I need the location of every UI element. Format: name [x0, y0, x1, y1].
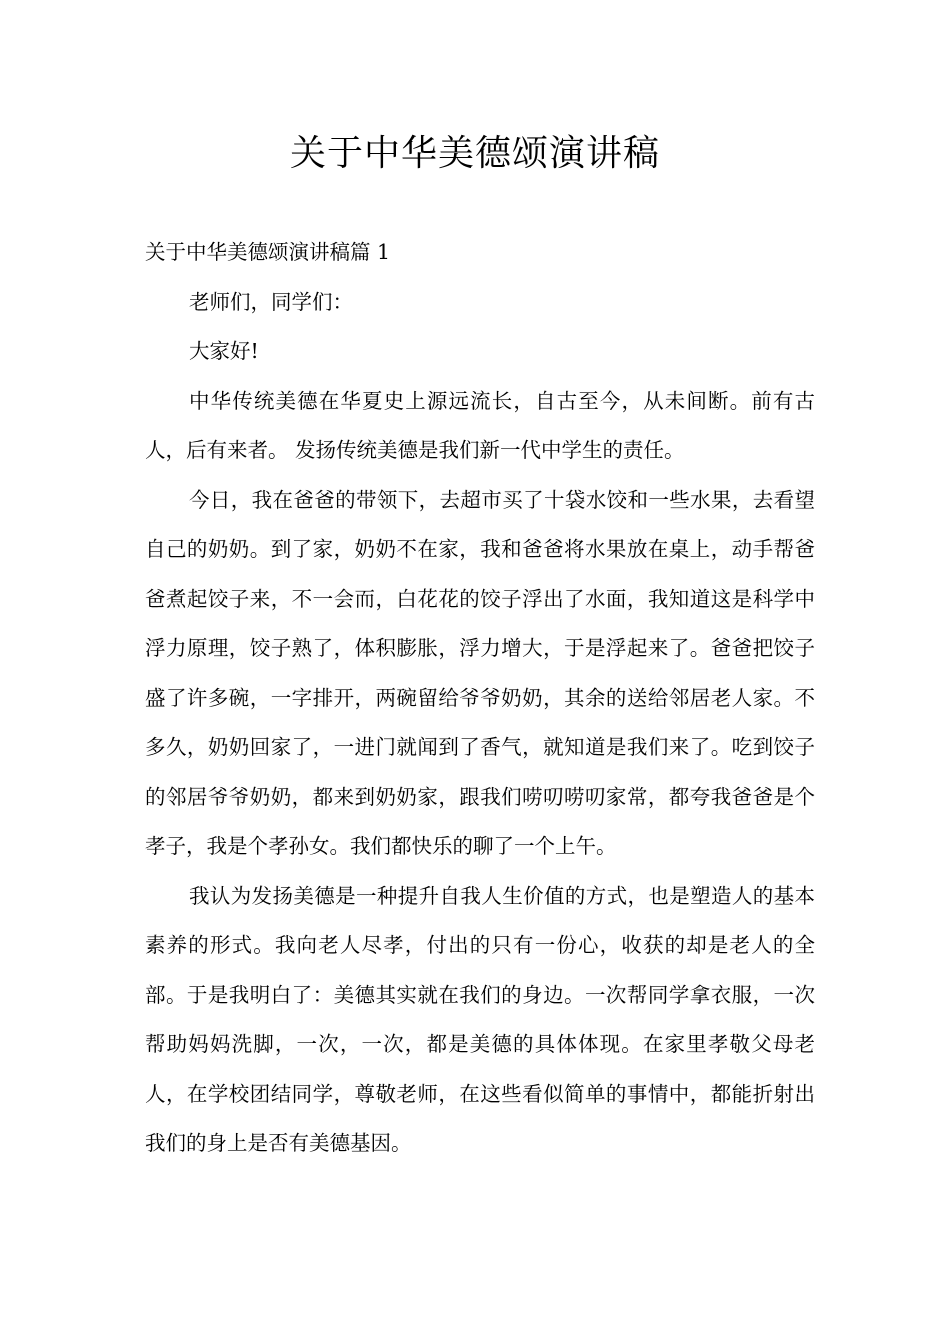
section-heading: 关于中华美德颂演讲稿篇 1	[145, 240, 391, 264]
document-body	[145, 228, 815, 1169]
paragraph-story: 今日，我在爸爸的带领下，去超市买了十袋水饺和一些水果，去看望自己的奶奶。到了家，奶奶不在家，我和爸爸将水果放在桌上，动手帮爸爸煮起饺子来，不一会而，白花花的饺子浮出了水面，我知道这是科学中浮力原理，饺子熟了，体积膨胀，浮力增大，于是浮起来了。爸爸把饺子盛了许多碗，一字排开，两碗留给爷爷奶奶，其余的送给邻居老人家。不多久，奶奶回家了，一进门就闻到了香气，就知道是我们来了。吃到饺子的邻居爷爷奶奶，都来到奶奶家，跟我们唠叨唠叨家常，都夸我爸爸是个孝子，我是个孝孙女。我们都快乐的聊了一个上午。	[145, 487, 815, 858]
paragraph-greeting: 老师们，同学们：	[189, 289, 353, 314]
paragraph-hello: 大家好!	[189, 339, 259, 363]
paragraph-intro: 中华传统美德在华夏史上源远流长，自古至今，从未间断。前有古人，后有来者。 发扬传统美德是我们新一代中学生的责任。	[145, 388, 815, 462]
paragraph-reflection: 我认为发扬美德是一种提升自我人生价值的方式，也是塑造人的基本素养的形式。我向老人尽孝，付出的只有一份心，收获的却是老人的全部。于是我明白了：美德其实就在我们的身边。一次帮同学拿衣服，一次帮助妈妈洗脚，一次，一次，都是美德的具体体现。在家里孝敬父母老人，在学校团结同学，尊敬老师，在这些看似简单的事情中，都能折射出我们的身上是否有美德基因。	[145, 883, 815, 1155]
document-title: 关于中华美德颂演讲稿	[289, 133, 660, 174]
